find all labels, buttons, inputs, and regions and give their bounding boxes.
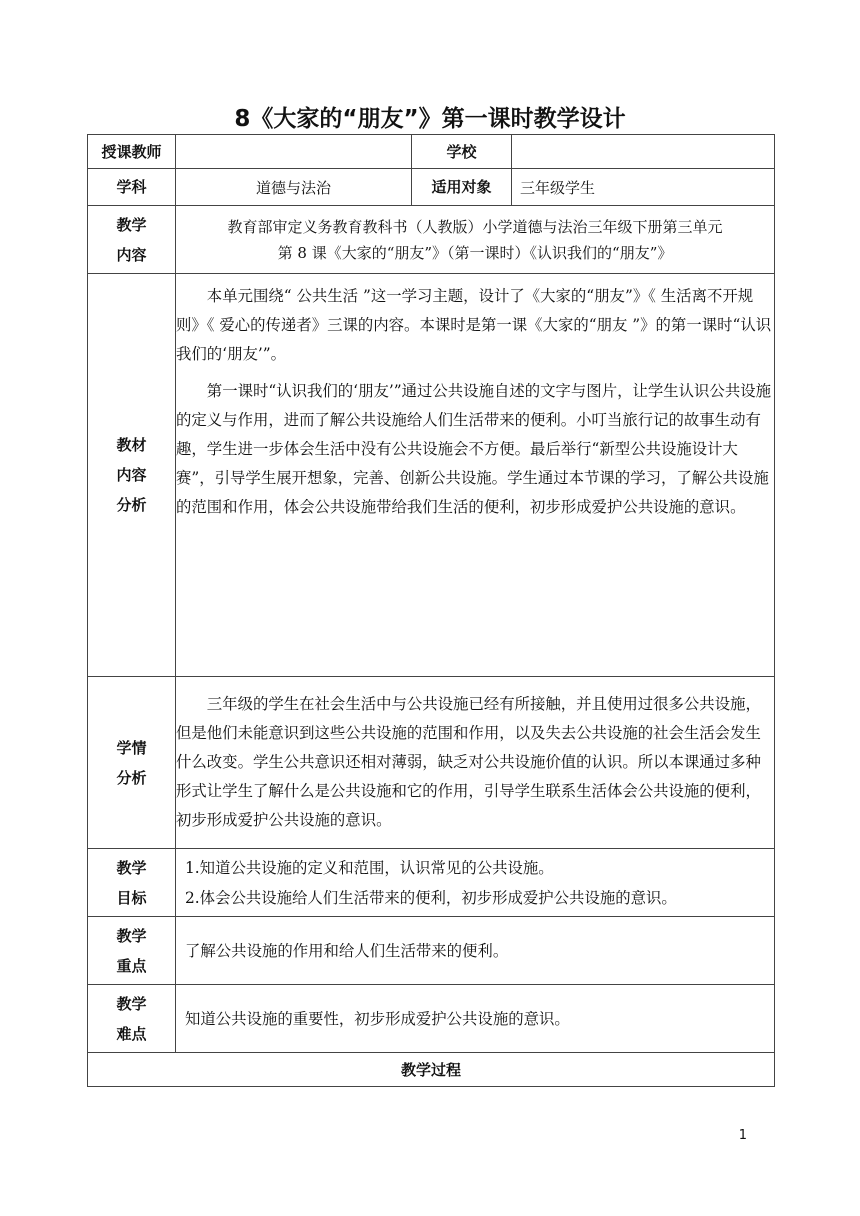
- textbook-analysis-label: 教材 内容 分析: [88, 274, 176, 677]
- content-value: [176, 206, 775, 274]
- objectives-text: [176, 849, 775, 917]
- objectives-row: [88, 849, 775, 917]
- audience-label: 适用对象: [412, 169, 512, 206]
- textbook-analysis-row: [88, 274, 775, 677]
- objective-2: 2.体会公共设施给人们生活带来的便利，初步形成爱护公共设施的意识。: [185, 888, 677, 907]
- student-analysis-label: 学情 分析: [88, 677, 176, 849]
- page-title: 8《大家的“朋友”》第一课时教学设计: [234, 106, 626, 132]
- process-row: [88, 1053, 775, 1087]
- textbook-analysis-para-1: 本单元围绕“ 公共生活 ”这一学习主题，设计了《大家的“朋友”》《 生活离不开规则》《 爱心的传递者》三课的内容。本课时是第一课《大家的“朋友 ”》的第一课时“认识我们的‘朋友’”。: [176, 287, 772, 363]
- textbook-analysis-para-2: 第一课时“认识我们的‘朋友’”通过公共设施自述的文字与图片，让学生认识公共设施的定义与作用，进而了解公共设施给人们生活带来的便利。小叮当旅行记的故事生动有趣，学生进一步体会生活中没有公共设施会不方便。最后举行“新型公共设施设计大赛”，引导学生展开想象，完善、创新公共设施。学生通过本节课的学习，了解公共设施的范围和作用，体会公共设施带给我们生活的便利，初步形成爱护公共设施的意识。: [176, 382, 771, 516]
- school-value: [512, 135, 775, 169]
- audience-value: 三年级学生: [512, 169, 775, 206]
- lesson-plan-table: [87, 134, 775, 1087]
- process-label: 教学过程: [88, 1053, 775, 1087]
- key-points-label: 教学 重点: [88, 917, 176, 985]
- subject-value: 道德与法治: [176, 169, 412, 206]
- key-points-row: [88, 917, 775, 985]
- key-points-text: 了解公共设施的作用和给人们生活带来的便利。: [176, 917, 775, 985]
- difficulties-row: [88, 985, 775, 1053]
- teacher-row: [88, 135, 775, 169]
- subject-label: 学科: [88, 169, 176, 206]
- teacher-value: [176, 135, 412, 169]
- content-label: 教学 内容: [88, 206, 176, 274]
- difficulties-label: 教学 难点: [88, 985, 176, 1053]
- student-analysis-text: 三年级的学生在社会生活中与公共设施已经有所接触，并且使用过很多公共设施，但是他们未能意识到这些公共设施的范围和作用，以及失去公共设施的社会生活会发生什么改变。学生公共意识还相对薄弱，缺乏对公共设施价值的认识。所以本课通过多种形式让学生了解什么是公共设施和它的作用，引导学生联系生活体会公共设施的便利，初步形成爱护公共设施的意识。: [176, 677, 775, 849]
- page-number: 1: [738, 1128, 747, 1143]
- difficulties-text: 知道公共设施的重要性，初步形成爱护公共设施的意识。: [176, 985, 775, 1053]
- student-analysis-row: [88, 677, 775, 849]
- subject-row: [88, 169, 775, 206]
- content-row: [88, 206, 775, 274]
- objective-1: 1.知道公共设施的定义和范围，认识常见的公共设施。: [185, 858, 554, 877]
- textbook-analysis-text: [176, 274, 775, 677]
- content-line-2: 第 8 课《大家的“朋友”》（第一课时）《认识我们的“朋友”》: [277, 243, 673, 262]
- school-label: 学校: [412, 135, 512, 169]
- objectives-label: 教学 目标: [88, 849, 176, 917]
- teacher-label: 授课教师: [88, 135, 176, 169]
- content-line-1: 教育部审定义务教育教科书（人教版）小学道德与法治三年级下册第三单元: [227, 217, 723, 236]
